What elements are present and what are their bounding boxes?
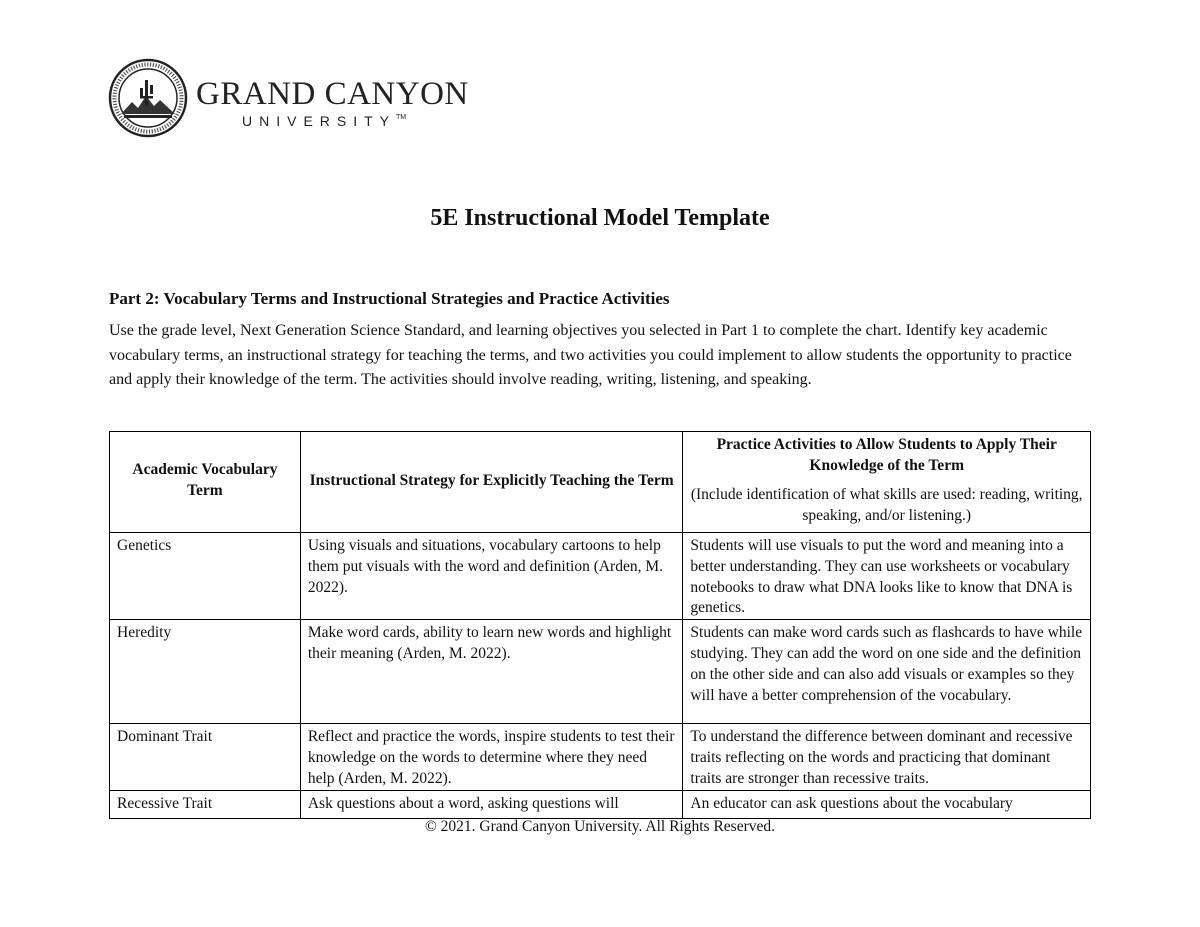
logo-name-line1: GRAND CANYON xyxy=(196,76,469,112)
term-cell: Genetics xyxy=(110,533,301,620)
header-instructional-strategy: Instructional Strategy for Explicitly Teaching the Term xyxy=(300,432,683,533)
logo-name-line2: UNIVERSITY™ xyxy=(242,113,407,129)
document-title: 5E Instructional Model Template xyxy=(430,205,770,231)
activities-cell: To understand the difference between dominant and recessive traits reflecting on the words and practicing that dominant traits are stronger than recessive traits. xyxy=(683,724,1091,790)
strategy-cell: Using visuals and situations, vocabulary cartoons to help them put visuals with the word and definition (Arden, M. 2022). xyxy=(300,533,683,620)
copyright-footer: © 2021. Grand Canyon University. All Rights Reserved. xyxy=(424,818,775,835)
activities-cell: Students can make word cards such as flashcards to have while studying. They can add the word on one side and the definition on the other side and can also add visuals or examples so they will have a better comprehension of the vocabulary. xyxy=(683,620,1091,724)
header-practice-activities-note: (Include identification of what skills are used: reading, writing, speaking, and/or listening.) xyxy=(690,486,1083,524)
header-practice-activities xyxy=(683,432,1091,533)
strategy-cell: Ask questions about a word, asking questions will xyxy=(300,790,683,818)
table-row xyxy=(110,620,1091,724)
activities-cell: Students will use visuals to put the word and meaning into a better understanding. They can use worksheets or vocabulary notebooks to draw what DNA looks like to know that DNA is genetics. xyxy=(683,533,1091,620)
term-cell: Heredity xyxy=(110,620,301,724)
header-vocabulary-term: Academic Vocabulary Term xyxy=(110,432,301,533)
vocabulary-table xyxy=(109,431,1091,819)
strategy-cell: Reflect and practice the words, inspire students to test their knowledge on the words to determine where they need help (Arden, M. 2022). xyxy=(300,724,683,790)
instructions-paragraph: Use the grade level, Next Generation Science Standard, and learning objectives you selected in Part 1 to complete the chart. Identify key academic vocabulary terms, an instructional strategy for teaching the terms, and two activities you could implement to allow students the opportunity to practice and apply their knowledge of the term. The activities should involve reading, writing, listening, and speaking. xyxy=(109,322,1072,388)
gcu-seal-icon xyxy=(108,58,188,138)
table-header-row xyxy=(110,432,1091,533)
university-logo xyxy=(108,58,468,148)
activities-cell: An educator can ask questions about the vocabulary xyxy=(683,790,1091,818)
term-cell: Dominant Trait xyxy=(110,724,301,790)
table-row xyxy=(110,533,1091,620)
term-cell: Recessive Trait xyxy=(110,790,301,818)
table-row xyxy=(110,790,1091,818)
table-row xyxy=(110,724,1091,790)
header-practice-activities-label: Practice Activities to Allow Students to Apply Their Knowledge of the Term xyxy=(716,436,1057,475)
trademark-mark: TM xyxy=(396,114,407,121)
strategy-cell: Make word cards, ability to learn new words and highlight their meaning (Arden, M. 2022). xyxy=(300,620,683,724)
part-heading: Part 2: Vocabulary Terms and Instructional Strategies and Practice Activities xyxy=(109,289,670,308)
